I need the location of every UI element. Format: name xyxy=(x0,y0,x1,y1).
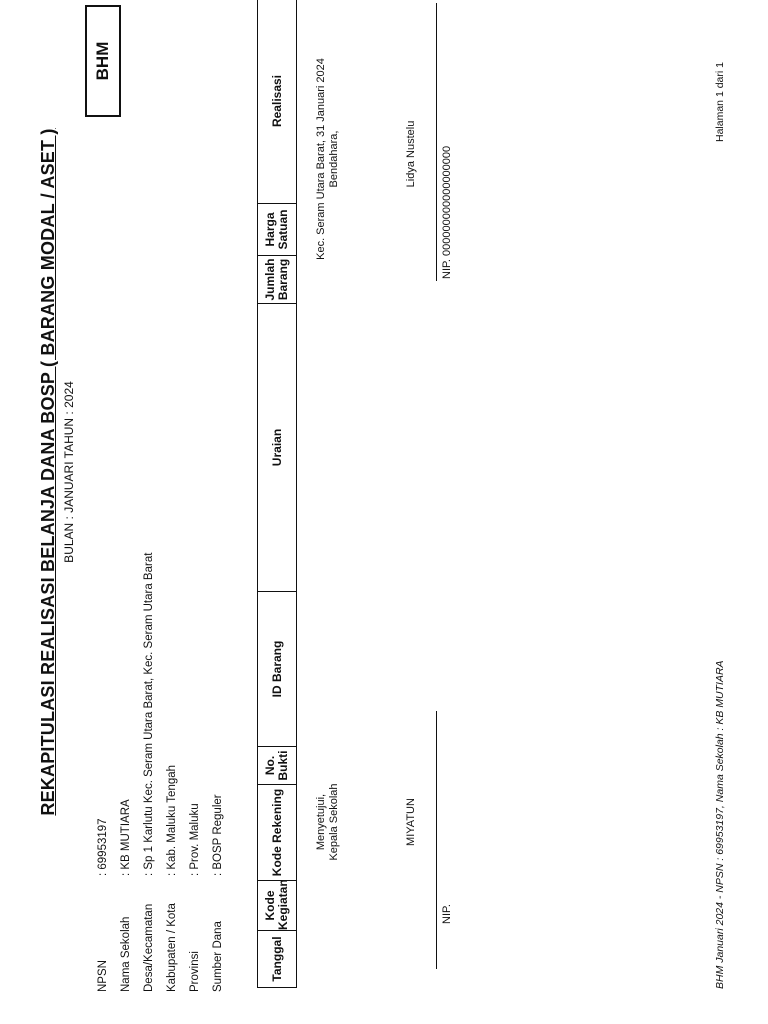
col-header-tanggal: Tanggal xyxy=(258,931,297,988)
info-row-npsn xyxy=(97,818,109,992)
info-row-fund-source xyxy=(212,794,224,992)
col-header-harga-satuan: Harga Satuan xyxy=(258,204,297,256)
treasurer-name: Lidya Nustelu xyxy=(405,120,417,188)
col-header-realisasi: Realisasi xyxy=(258,0,297,204)
info-label: Sumber Dana xyxy=(212,921,224,992)
report-period: BULAN : JANUARI TAHUN : 2024 xyxy=(62,381,76,563)
info-row-village xyxy=(143,553,155,992)
treasurer-signature-line xyxy=(436,3,437,281)
info-value: : BOSP Reguler xyxy=(212,794,224,876)
col-header-kode-kegiatan: Kode Kegiatan xyxy=(258,881,297,931)
col-header-id-barang: ID Barang xyxy=(258,592,297,747)
report-title: REKAPITULASI REALISASI BELANJA DANA BOSP ( BARANG MODAL / ASET ) xyxy=(38,128,58,816)
treasurer-nip: NIP. 000000000000000000 xyxy=(441,145,453,279)
footer-page-number: Halaman 1 dari 1 xyxy=(714,62,726,142)
info-label: Nama Sekolah xyxy=(120,916,132,992)
info-label: NPSN xyxy=(97,960,109,992)
treasurer-role: Bendahara, xyxy=(328,130,340,188)
col-header-no-bukti: No. Bukti xyxy=(258,747,297,785)
col-header-kode-rekening: Kode Rekening xyxy=(258,785,297,881)
info-row-school-name xyxy=(120,799,132,992)
footer-document-info: BHM Januari 2024 - NPSN : 69953197, Nama Sekolah : KB MUTIARA xyxy=(714,660,726,989)
report-code-badge: BHM xyxy=(85,5,121,117)
col-header-uraian: Uraian xyxy=(258,304,297,592)
realization-table xyxy=(257,0,297,988)
col-header-jumlah-barang: Jumlah Barang xyxy=(258,256,297,304)
headmaster-nip: NIP. xyxy=(441,904,453,924)
info-value: : Sp 1 Karlutu Kec. Seram Utara Barat, Kec. Seram Utara Barat xyxy=(143,552,155,876)
headmaster-signature-line xyxy=(436,711,437,969)
info-row-province xyxy=(189,803,201,992)
info-label: Desa/Kecamatan xyxy=(143,903,155,992)
info-value: : Prov. Maluku xyxy=(189,803,201,876)
info-row-regency xyxy=(166,765,178,992)
headmaster-role: Kepala Sekolah xyxy=(328,783,340,861)
approval-label: Menyetujui, xyxy=(315,793,327,851)
headmaster-name: MIYATUN xyxy=(405,798,417,846)
table-header-row xyxy=(258,0,297,988)
place-date: Kec. Seram Utara Barat, 31 Januari 2024 xyxy=(315,58,327,260)
info-value: : 69953197 xyxy=(97,818,109,876)
info-value: : KB MUTIARA xyxy=(120,799,132,876)
info-label: Provinsi xyxy=(189,951,201,992)
info-label: Kabupaten / Kota xyxy=(166,903,178,992)
info-value: : Kab. Maluku Tengah xyxy=(166,764,178,876)
